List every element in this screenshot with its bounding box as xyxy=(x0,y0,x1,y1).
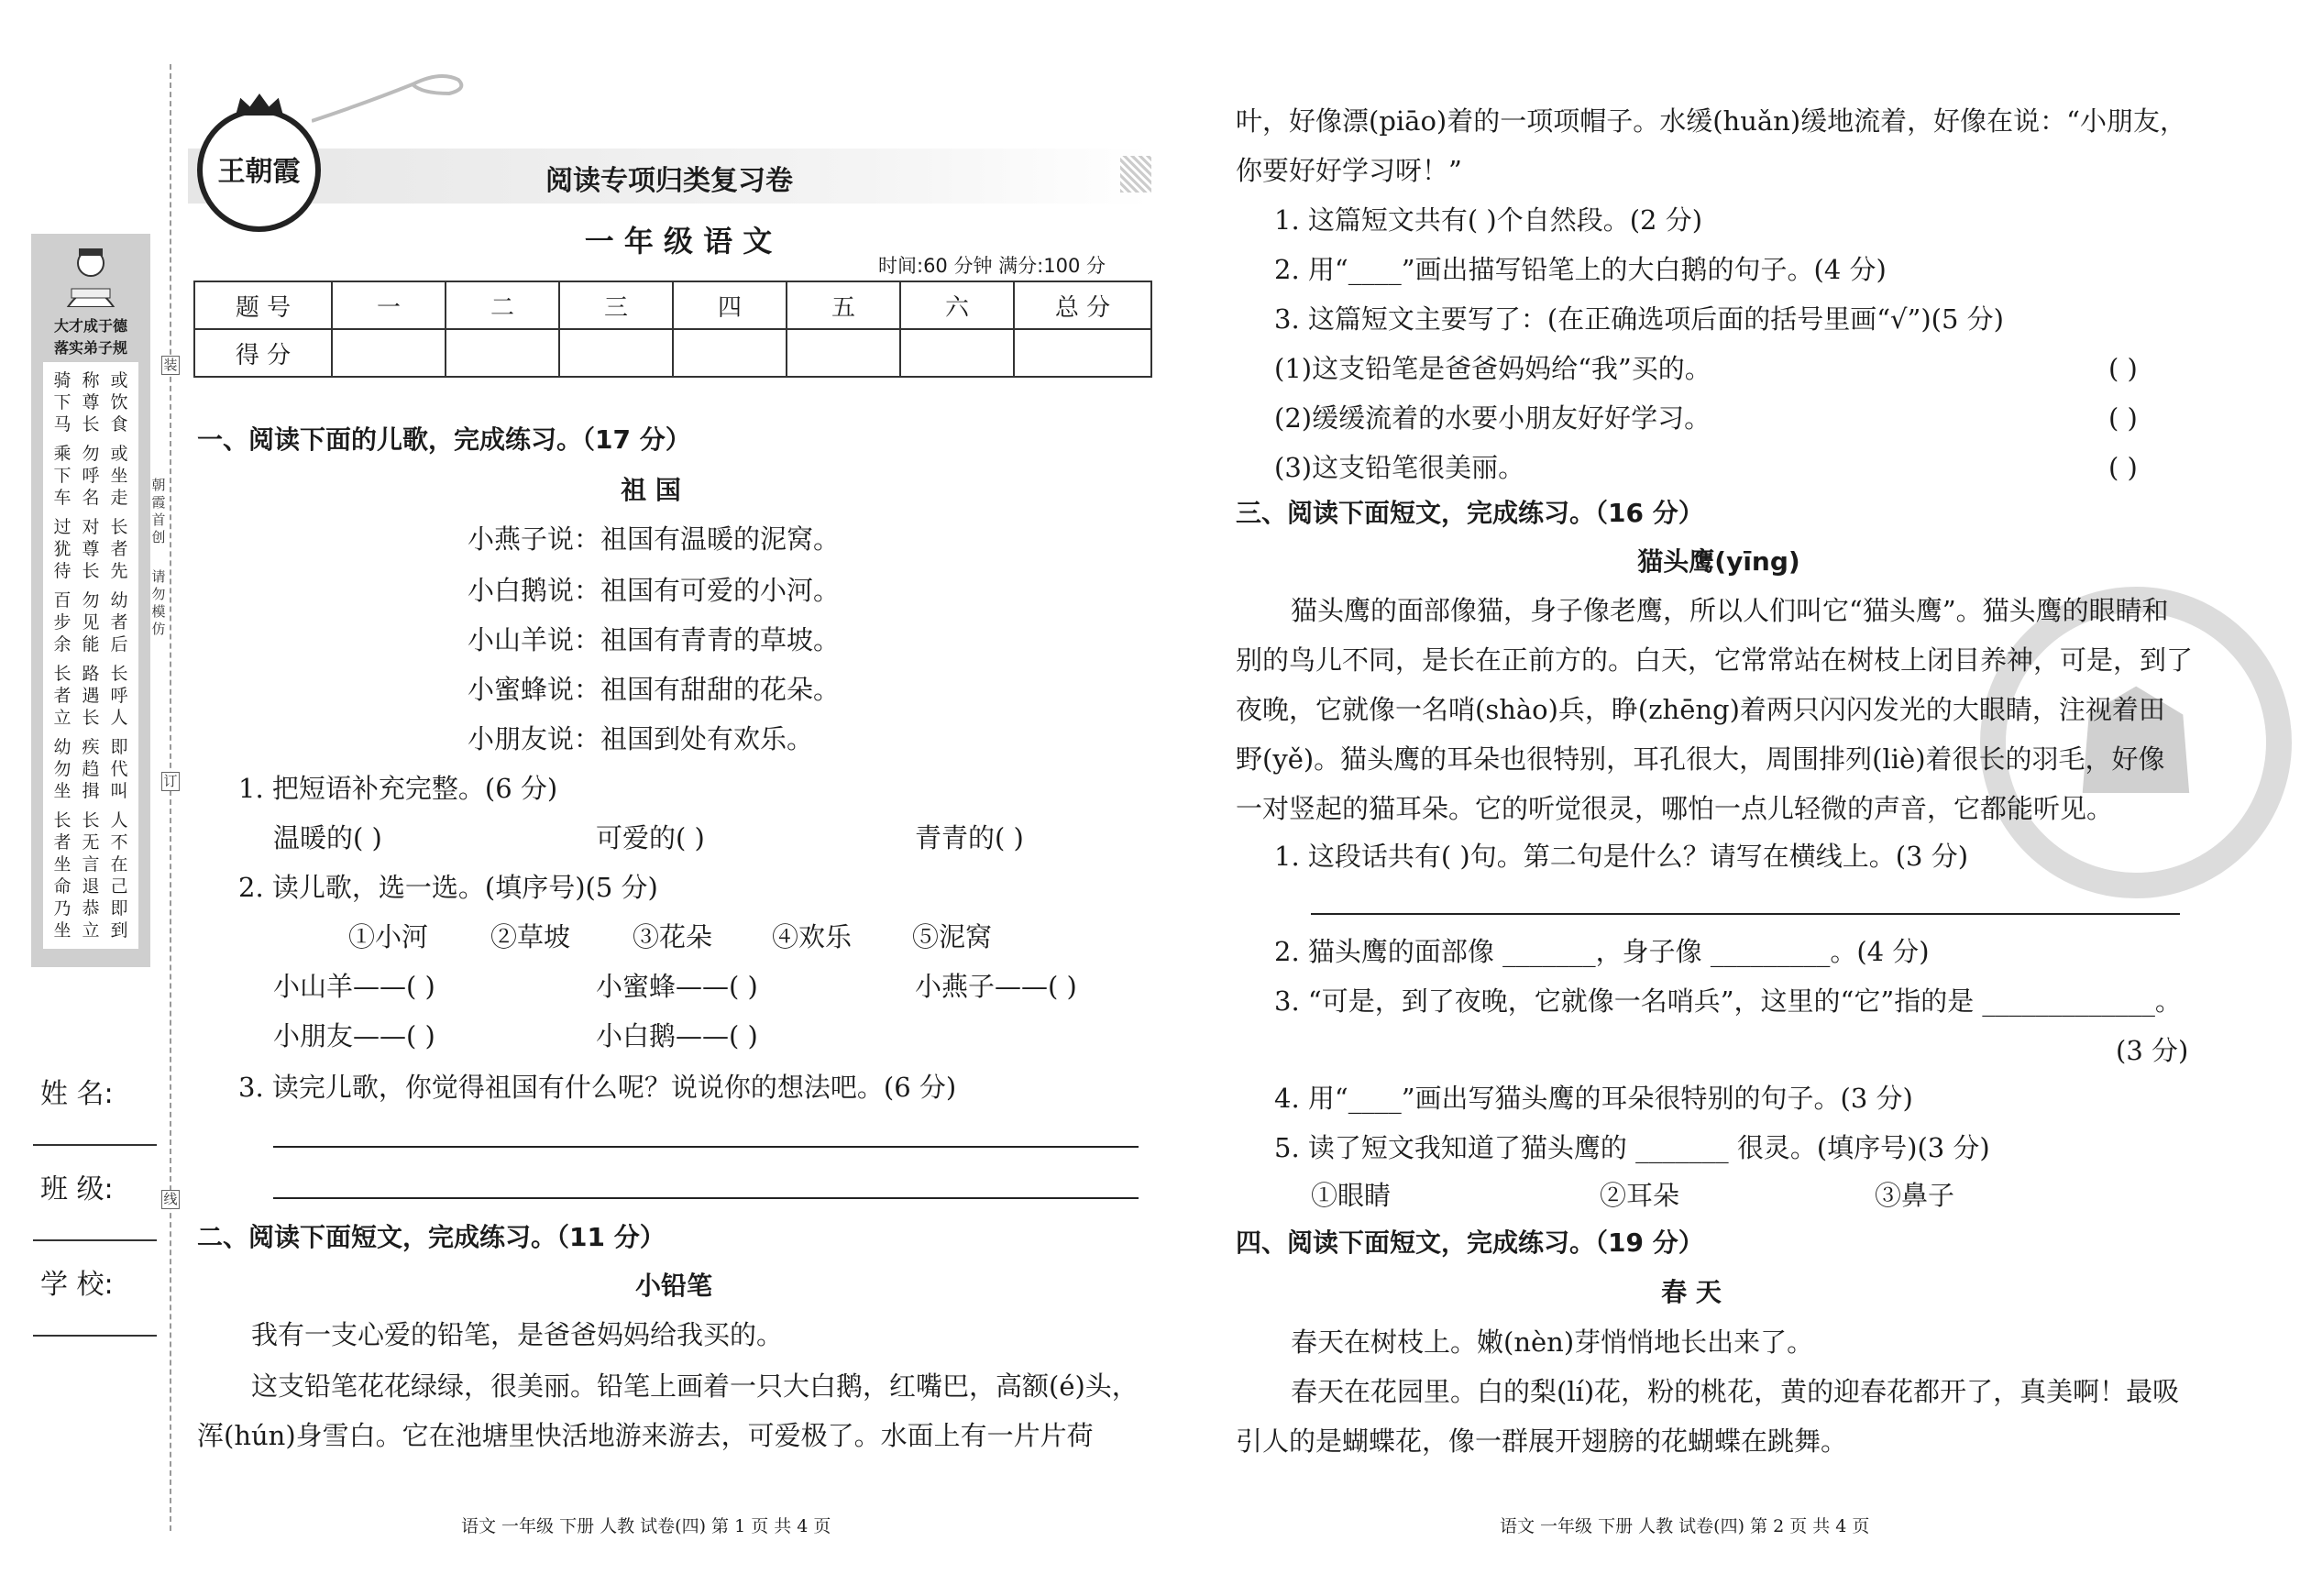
question-2-1: 1. 这篇短文共有( )个自然段。(2 分) xyxy=(1274,204,1703,236)
section-2-heading: 二、阅读下面短文，完成练习。（11 分） xyxy=(197,1222,666,1252)
rules-box xyxy=(43,362,138,949)
passage-line: 引人的是蝴蝶花，像一群展开翅膀的花蝴蝶在跳舞。 xyxy=(1236,1425,1848,1457)
question-3-3: 3. “可是，到了夜晚，它就像一名哨兵”，这里的“它”指的是 _____________。 xyxy=(1274,985,2182,1017)
score-cell[interactable] xyxy=(1014,329,1151,377)
passage-title: 春 天 xyxy=(1661,1277,1722,1307)
rule-column: 命乃坐 xyxy=(53,876,72,941)
phrase-blank[interactable]: 温暖的( ) xyxy=(273,822,382,853)
match-blank[interactable]: 小燕子——( ) xyxy=(915,971,1077,1002)
name-label: 姓 名: xyxy=(40,1078,114,1110)
score-cell[interactable] xyxy=(446,329,559,377)
rule-column: 己即到 xyxy=(110,876,128,941)
passage-line: 浑(hún)身雪白。它在池塘里快活地游来游去，可爱极了。水面上有一片片荷 xyxy=(197,1420,1094,1451)
question-2-2: 2. 用“____”画出描写铅笔上的大白鹅的句子。(4 分) xyxy=(1274,254,1887,285)
poem-line: 小山羊说：祖国有青青的草坡。 xyxy=(468,624,841,655)
fold-label: 装 xyxy=(161,356,180,375)
score-cell[interactable] xyxy=(559,329,673,377)
score-cell[interactable] xyxy=(900,329,1014,377)
passage-line: 叶，好像漂(piāo)着的一项项帽子。水缓(huǎn)缓地流着，好像在说：“小朋友， xyxy=(1236,105,2186,137)
passage-line: 野(yě)。猫头鹰的耳朵也很特别，耳孔很大，周围排列(liè)着很长的羽毛，好像 xyxy=(1236,743,2165,775)
passage-line: 春天在树枝上。嫩(nèn)芽悄悄地长出来了。 xyxy=(1291,1326,1814,1358)
class-label: 班 级: xyxy=(40,1173,114,1205)
rule-column: 勿呼名 xyxy=(82,444,100,508)
logo-seal xyxy=(197,108,321,232)
phrase-blank[interactable]: 可爱的( ) xyxy=(596,822,705,853)
rule-column: 长者立 xyxy=(53,664,72,728)
rule-column: 长者坐 xyxy=(53,810,72,875)
option: ②草坡 xyxy=(490,921,571,952)
question-3-2: 2. 猫头鹰的面部像 _______，身子像 _________。(4 分) xyxy=(1274,936,1930,967)
question-score: (3 分) xyxy=(2116,1035,2189,1066)
rule-column: 即代叫 xyxy=(110,737,128,801)
option: ②耳朵 xyxy=(1600,1180,1680,1211)
question-3-5: 5. 读了短文我知道了猫头鹰的 _______ 很灵。(填序号)(3 分) xyxy=(1274,1132,1990,1163)
watermark-icon: ☗ xyxy=(2070,656,2202,828)
score-header: 题 号 xyxy=(194,281,332,329)
option: ④欢乐 xyxy=(772,921,853,952)
fold-label: 订 xyxy=(161,772,180,791)
score-header: 总 分 xyxy=(1014,281,1151,329)
rule-column: 或饮食 xyxy=(110,370,128,435)
motto-2: 落实弟子规 xyxy=(53,339,127,357)
passage-line: 春天在花园里。白的梨(lí)花，粉的桃花，黄的迎春花都开了，真美啊！最吸 xyxy=(1291,1376,2180,1407)
choice-item: (2)缓缓流着的水要小朋友好好学习。 xyxy=(1274,402,1711,434)
check-blank[interactable]: ( ) xyxy=(2108,452,2138,483)
rule-column: 幼者后 xyxy=(110,590,128,655)
answer-line[interactable] xyxy=(273,1146,1139,1148)
score-header: 三 xyxy=(559,281,673,329)
match-blank[interactable]: 小朋友——( ) xyxy=(273,1020,435,1051)
poem-line: 小白鹅说：祖国有可爱的小河。 xyxy=(468,575,841,606)
score-row xyxy=(194,329,1151,377)
logo-crown-icon xyxy=(236,94,283,116)
rule-column: 过犹待 xyxy=(53,517,72,581)
banner-title: 阅读专项归类复习卷 xyxy=(545,165,793,197)
banner-pattern xyxy=(1120,156,1151,193)
question-2-3: 3. 这篇短文主要写了：(在正确选项后面的括号里画“√”)(5 分) xyxy=(1274,303,2004,335)
question-3-1: 1. 这段话共有( )句。第二句是什么？请写在横线上。(3 分) xyxy=(1274,841,1969,872)
score-header: 二 xyxy=(446,281,559,329)
check-blank[interactable]: ( ) xyxy=(2108,402,2138,434)
score-cell[interactable] xyxy=(787,329,900,377)
sidebar-panel xyxy=(31,234,150,967)
passage-line: 你要好好学习呀！” xyxy=(1236,155,1462,186)
rule-column: 长无言 xyxy=(82,810,100,875)
passage-line: 猫头鹰的面部像猫，身子像老鹰，所以人们叫它“猫头鹰”。猫头鹰的眼睛和 xyxy=(1291,595,2169,626)
rule-column: 路遇长 xyxy=(82,664,100,728)
rule-column: 或坐走 xyxy=(110,444,128,508)
passage-title: 小铅笔 xyxy=(634,1271,712,1301)
section-3-heading: 三、阅读下面短文，完成练习。（16 分） xyxy=(1236,498,1704,528)
rule-column: 乘下车 xyxy=(53,444,72,508)
option: ⑤泥窝 xyxy=(912,921,993,952)
rule-column: 疾趋揖 xyxy=(82,737,100,801)
passage-line: 一对竖起的猫耳朵。它的听觉很灵，哪怕一点儿轻微的声音，它都能听见。 xyxy=(1236,793,2114,824)
question-3-4: 4. 用“____”画出写猫头鹰的耳朵很特别的句子。(3 分) xyxy=(1274,1083,1913,1114)
passage-line: 夜晚，它就像一名哨(shào)兵，睁(zhēng)着两只闪闪发光的大眼睛，注视着田 xyxy=(1236,694,2165,725)
match-blank[interactable]: 小山羊——( ) xyxy=(273,971,435,1002)
rule-column: 称尊长 xyxy=(82,370,100,435)
passage-line: 别的鸟儿不同，是长在正前方的。白天，它常常站在树枝上闭目养神，可是，到了 xyxy=(1236,644,2194,676)
choice-item: (1)这支铅笔是爸爸妈妈给“我”买的。 xyxy=(1274,353,1711,384)
time-info: 时间:60 分钟 满分:100 分 xyxy=(878,255,1106,277)
option: ③花朵 xyxy=(633,921,713,952)
rule-column: 长者先 xyxy=(110,517,128,581)
match-blank[interactable]: 小白鹅——( ) xyxy=(596,1020,758,1051)
option: ③鼻子 xyxy=(1875,1180,1955,1211)
score-table xyxy=(193,281,1152,378)
option: ①小河 xyxy=(348,921,429,952)
ribbon-decoration xyxy=(312,66,477,130)
name-field[interactable] xyxy=(33,1144,157,1146)
scholar-illustration xyxy=(59,243,123,307)
copyright-note: 请勿模仿 xyxy=(151,568,166,637)
school-field[interactable] xyxy=(33,1335,157,1337)
poem-line: 小燕子说：祖国有温暖的泥窝。 xyxy=(468,523,841,555)
rule-column: 百步余 xyxy=(53,590,72,655)
question-1-1: 1. 把短语补充完整。(6 分) xyxy=(238,773,558,804)
copyright-note: 朝霞首创 xyxy=(151,477,166,545)
rule-column: 对尊长 xyxy=(82,517,100,581)
score-header-row xyxy=(194,281,1151,329)
rule-column: 长呼人 xyxy=(110,664,128,728)
score-cell[interactable] xyxy=(332,329,446,377)
section-1-heading: 一、阅读下面的儿歌，完成练习。（17 分） xyxy=(197,424,691,455)
option: ①眼睛 xyxy=(1311,1180,1392,1211)
score-header: 四 xyxy=(673,281,787,329)
rule-column: 退恭立 xyxy=(82,876,100,941)
question-1-2: 2. 读儿歌，选一选。(填序号)(5 分) xyxy=(238,872,658,903)
logo-text: 王朝霞 xyxy=(217,156,301,188)
answer-line[interactable] xyxy=(1311,913,2180,915)
match-blank[interactable]: 小蜜蜂——( ) xyxy=(596,971,758,1002)
page-footer: 语文 一年级 下册 人教 试卷(四) 第 1 页 共 4 页 xyxy=(461,1516,831,1536)
page-footer: 语文 一年级 下册 人教 试卷(四) 第 2 页 共 4 页 xyxy=(1500,1516,1870,1536)
score-header: 六 xyxy=(900,281,1014,329)
section-4-heading: 四、阅读下面短文，完成练习。（19 分） xyxy=(1236,1227,1704,1258)
passage-title: 猫头鹰(yīng) xyxy=(1637,546,1800,577)
fold-label: 线 xyxy=(161,1190,180,1209)
subject-title: 一 年 级 语 文 xyxy=(584,224,773,259)
passage-line: 我有一支心爱的铅笔，是爸爸妈妈给我买的。 xyxy=(251,1319,784,1350)
rule-column: 勿见能 xyxy=(82,590,100,655)
score-cell[interactable] xyxy=(673,329,787,377)
school-label: 学 校: xyxy=(40,1269,114,1301)
passage-line: 这支铅笔花花绿绿，很美丽。铅笔上画着一只大白鹅，红嘴巴，高额(é)头， xyxy=(251,1370,1139,1402)
rule-column: 幼勿坐 xyxy=(53,737,72,801)
poem-title: 祖 国 xyxy=(621,475,681,505)
choice-item: (3)这支铅笔很美丽。 xyxy=(1274,452,1525,483)
class-field[interactable] xyxy=(33,1239,157,1241)
fold-line xyxy=(170,64,171,1531)
score-header: 一 xyxy=(332,281,446,329)
question-1-3: 3. 读完儿歌，你觉得祖国有什么呢？说说你的想法吧。(6 分) xyxy=(238,1072,957,1103)
score-row-label: 得 分 xyxy=(194,329,332,377)
poem-line: 小蜜蜂说：祖国有甜甜的花朵。 xyxy=(468,674,841,705)
rule-column: 人不在 xyxy=(110,810,128,875)
score-header: 五 xyxy=(787,281,900,329)
poem-line: 小朋友说：祖国到处有欢乐。 xyxy=(468,723,814,754)
motto-1: 大才成于德 xyxy=(53,317,127,335)
check-blank[interactable]: ( ) xyxy=(2108,353,2138,384)
rule-column: 骑下马 xyxy=(53,370,72,435)
phrase-blank[interactable]: 青青的( ) xyxy=(915,822,1024,853)
answer-line[interactable] xyxy=(273,1197,1139,1199)
